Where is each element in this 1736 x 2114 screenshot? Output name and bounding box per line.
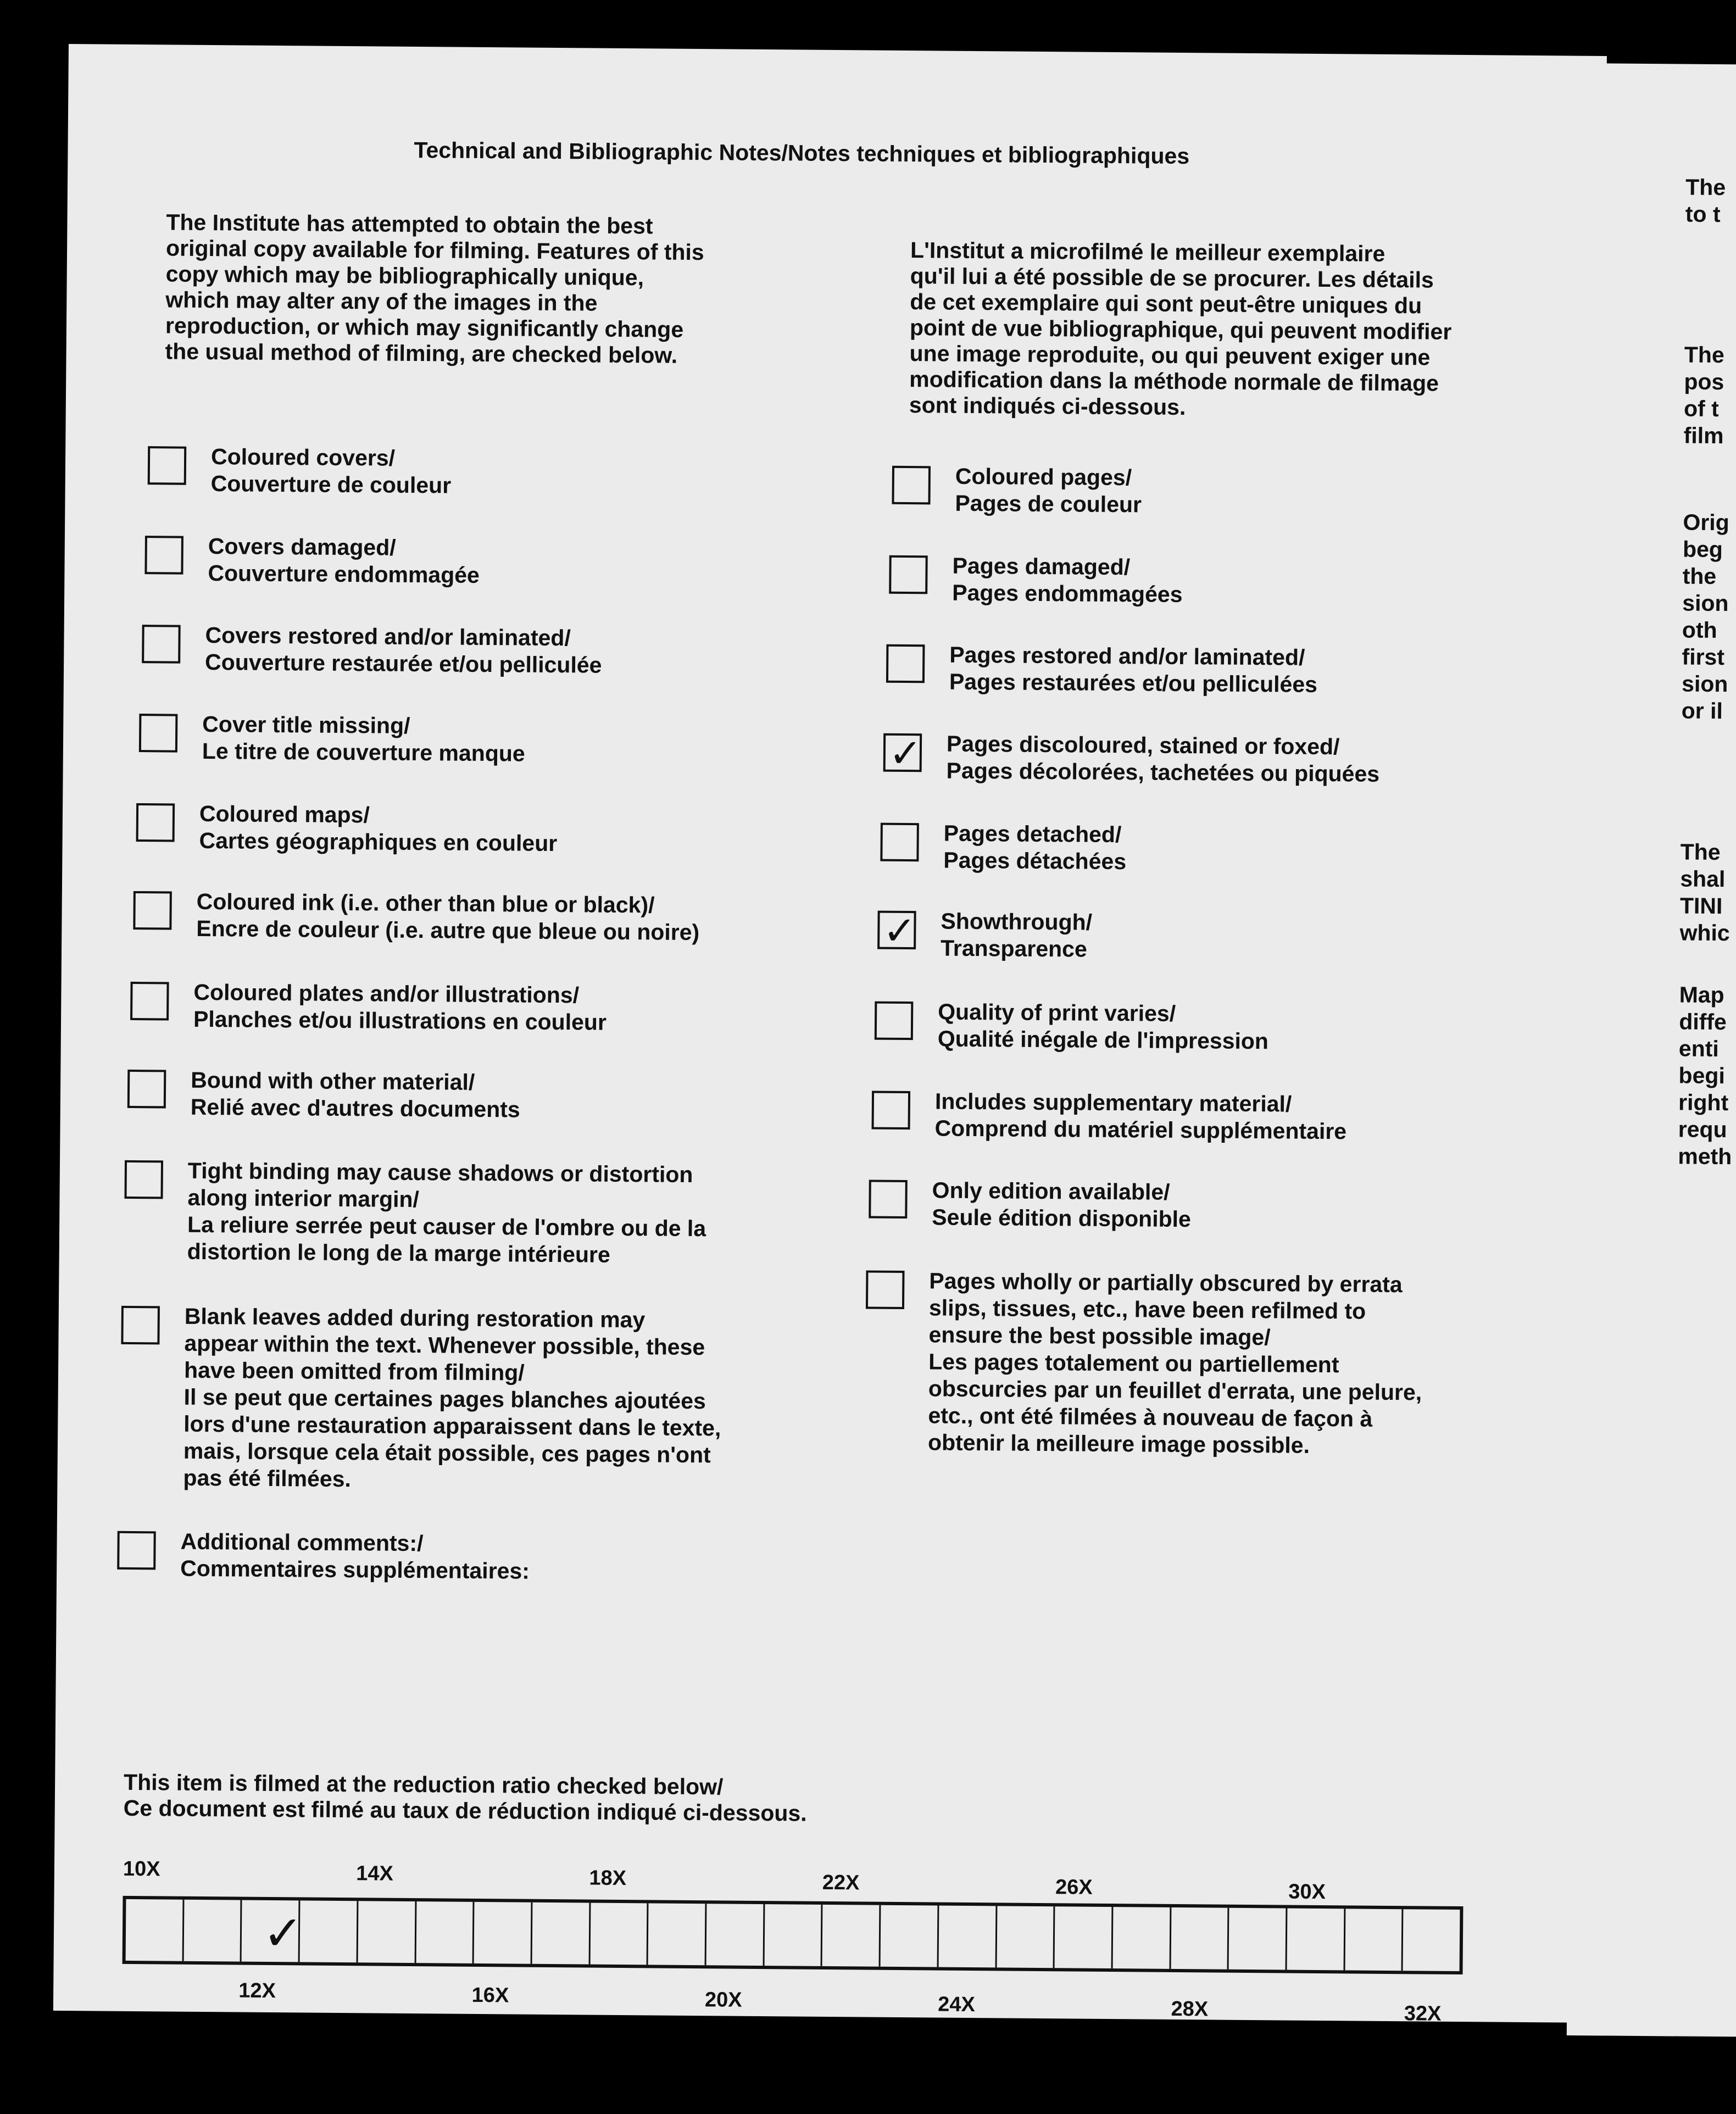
check-mark-icon: ✓ [263,1905,304,1961]
checklist-label: Covers restored and/or laminated/ Couverture restaurée et/ou pelliculée [204,622,602,678]
adjacent-page [1567,63,1736,2037]
checklist-item [872,1088,1531,1144]
checkbox[interactable] [875,1002,914,1041]
checklist-label: Cover title missing/ Le titre de couverture manque [202,711,525,766]
reduction-cell[interactable] [1055,1906,1114,1968]
checklist-label: Pages damaged/ Pages endommagées [952,553,1183,607]
checklist-item [887,641,1546,697]
ratio-label: 14X [356,1862,393,1885]
checklist-label: Coloured ink (i.e. other than blue or black)/ Encre de couleur (i.e. autre que bleue ou noire) [196,888,700,945]
reduction-cell[interactable] [183,1900,242,1962]
checkbox[interactable] [869,1180,908,1219]
reduction-ratio-caption: This item is filmed at the reduction ratio checked below/ Ce document est filmé au taux de réduction indiqué ci-dessous. [123,1769,807,1826]
adjacent-page-fragment: Map diffe enti begi right requ meth [1678,982,1732,1170]
checkbox[interactable] [130,982,169,1021]
intro-french: L'Institut a microfilmé le meilleur exemplaire qu'il lui a été possible de se procurer. Les détails de cet exemplaire qui sont peut-être uniques du point de vue bibliographique, qui peuvent modifier une image reproduite, ou qui peuvent exiger une modification dans la méthode normale de filmage sont indiqués ci-dessous. [909,237,1452,420]
checkbox[interactable] [124,1160,163,1199]
checklist-item [142,621,802,678]
checklist-label: Coloured maps/ Cartes géographiques en couleur [199,800,558,856]
checklist-label: Pages restored and/or laminated/ Pages restaurées et/ou pelliculées [949,642,1318,697]
ratio-label: 20X [704,1988,742,2012]
reduction-cell[interactable] [764,1904,823,1966]
check-mark-icon: ✓ [888,731,922,776]
checkbox[interactable] [142,625,181,664]
checklist-item [883,730,1543,787]
checklist-item [892,463,1551,518]
checklist-item [869,1177,1528,1232]
adjacent-page-fragment: Orig beg the sion oth first sion or il [1681,509,1729,724]
ratio-label: 32X [1404,2002,1442,2026]
reduction-cell[interactable] [1229,1908,1288,1970]
reduction-cell[interactable] [474,1902,533,1964]
reduction-cell[interactable] [881,1905,939,1967]
checklist-item [875,998,1534,1054]
checklist-item [148,443,807,498]
reduction-cell[interactable] [532,1902,591,1965]
checkbox[interactable] [892,466,931,505]
checklist-label: Includes supplementary material/ Comprend du matériel supplémentaire [934,1088,1347,1144]
checkbox[interactable] [121,1306,160,1345]
reduction-cell[interactable] [1112,1907,1171,1969]
adjacent-page-text [1582,63,1736,1170]
checkbox[interactable] [148,446,187,485]
checklist-label: Pages discoloured, stained or foxed/ Pages décolorées, tachetées ou piquées [946,731,1380,787]
checkbox[interactable] [866,1270,905,1309]
checklist-label: Tight binding may cause shadows or distortion along interior margin/ La reliure serrée peut causer de l'ombre ou de la distortion le long de la marge intérieure [187,1158,706,1267]
adjacent-page-fragment: The to t [1685,174,1726,227]
checklist-label: Coloured covers/ Couverture de couleur [210,444,452,498]
page-title: Technical and Bibliographic Notes/Notes techniques et bibliographiques [414,137,1190,169]
checkbox[interactable] [136,803,175,842]
reduction-cell[interactable] [822,1905,881,1967]
checklist-item [118,1528,777,1584]
checklist-item [125,1157,784,1267]
ratio-label: 22X [822,1871,860,1895]
reduction-ratio-scale [123,1896,1464,1974]
ratio-label: 16X [471,1983,509,2007]
checkbox[interactable] [880,823,919,862]
checklist-item [145,532,804,588]
adjacent-page-fragment: The shal TINI whic [1679,839,1730,946]
checklist-label: Showthrough/ Transparence [940,908,1093,962]
checkbox[interactable] [139,714,178,753]
ratio-label: 26X [1055,1876,1093,1899]
checklist-label: Quality of print varies/ Qualité inégale de l'impression [937,999,1269,1054]
checklist-label: Only edition available/ Seule édition disponible [932,1177,1191,1232]
checkbox[interactable] [889,555,928,594]
reduction-cell[interactable] [300,1900,359,1962]
checklist-label: Blank leaves added during restoration may appear within the text. Whenever possible, these have been omitted from filming/ Il se peut que certaines pages blanches ajoutées lors d'une restauration apparaissent dans le texte, mais, lorsque cela était possible, ces pages n'ont pas été filmées. [183,1303,721,1492]
reduction-cell[interactable] [1403,1909,1460,1971]
reduction-cell[interactable] [1345,1909,1404,1971]
checklist-label: Coloured plates and/or illustrations/ Planches et/ou illustrations en couleur [193,979,607,1035]
checklist-label: Coloured pages/ Pages de couleur [955,463,1142,518]
checklist-item [866,1267,1526,1458]
ratio-label: 10X [123,1857,160,1881]
checklist-item [878,908,1537,962]
reduction-cell[interactable] [648,1903,707,1965]
ratio-label: 12X [238,1979,276,2003]
checklist-item [127,1066,787,1122]
checklist-item [139,710,798,766]
adjacent-page-fragment: The pos of t film [1683,342,1724,449]
reduction-cell[interactable] [1287,1909,1346,1971]
intro-english: The Institute has attempted to obtain the best original copy available for filming. Features of this copy which may be bibliographically unique, which may alter any of the images in the reproduction, or which may significantly change the usual method of filming, are checked below. [165,209,704,368]
ratio-label: 28X [1171,1997,1209,2021]
checklist-item [881,820,1540,875]
reduction-cell[interactable] [938,1906,997,1968]
reduction-cell[interactable] [242,1900,304,1962]
reduction-cell[interactable] [590,1903,649,1965]
checkbox[interactable] [886,644,925,683]
checkbox[interactable] [133,891,172,930]
reduction-cell[interactable] [126,1899,185,1961]
checklist-item [136,800,795,856]
checkbox[interactable] [872,1091,911,1130]
reduction-cell[interactable] [706,1904,765,1966]
checklist-item [889,552,1549,607]
checkbox[interactable] [117,1531,156,1570]
checkbox[interactable] [144,536,183,575]
checklist-item [133,888,793,945]
ratio-label: 24X [938,1993,976,2017]
checkbox[interactable] [883,731,922,776]
ratio-label: 18X [589,1866,627,1890]
checklist-label: Covers damaged/ Couverture endommagée [208,533,480,588]
ratio-label: 30X [1288,1880,1326,1904]
reduction-cell[interactable] [416,1901,475,1963]
checkbox[interactable] [127,1070,166,1109]
checklist-label: Additional comments:/ Commentaires supplémentaires: [180,1528,530,1584]
notes-sheet [53,44,1607,2026]
reduction-cell[interactable] [358,1901,416,1963]
checklist-item [121,1303,781,1492]
check-mark-icon: ✓ [883,909,917,954]
checklist-item [131,978,790,1035]
checklist-label: Bound with other material/ Relié avec d'autres documents [190,1067,520,1122]
checklist-label: Pages wholly or partially obscured by errata slips, tissues, etc., have been refilmed to ensure the best possible image/ Les pages totalement ou partiellement obscurcies par un feuillet d'errata, une pelure, etc., ont été filmées à nouveau de façon à obtenir la meilleure image possible. [927,1268,1422,1458]
checkbox[interactable] [877,909,917,954]
checklist-label: Pages detached/ Pages détachées [943,820,1127,875]
reduction-cell[interactable] [1171,1907,1229,1970]
reduction-cell[interactable] [997,1906,1055,1968]
